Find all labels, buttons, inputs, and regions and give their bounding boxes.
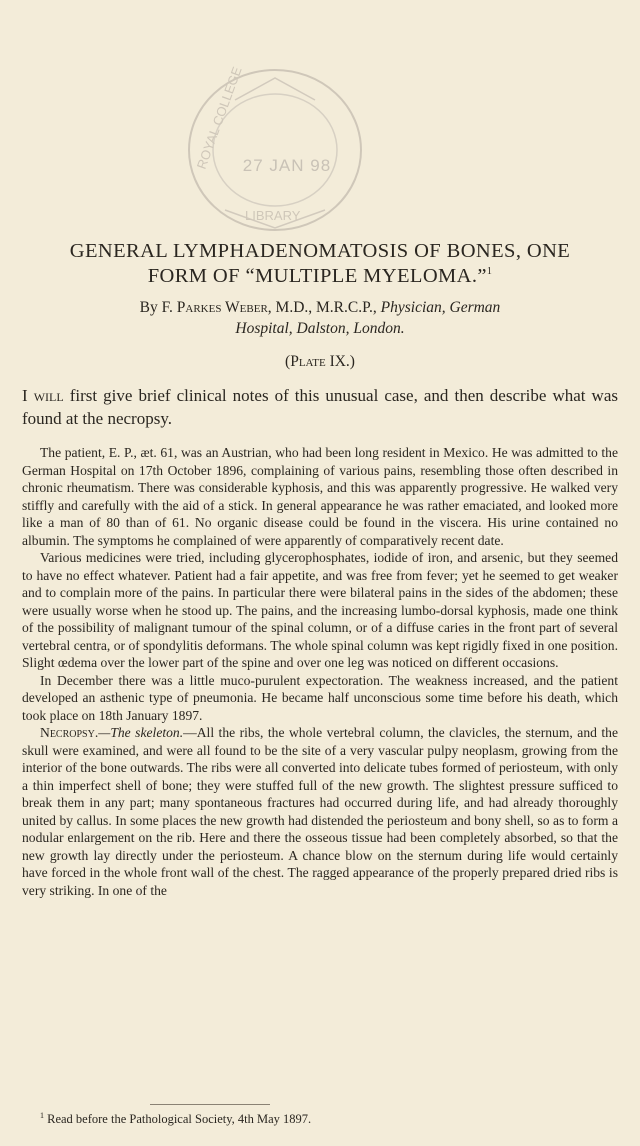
author-degrees: , M.D., M.R.C.P., [267,299,381,316]
intro-first-word: I will [22,386,64,405]
footnote-mark: 1 [40,1111,44,1120]
body-paragraph-4 [22,724,618,899]
intro-paragraph [22,384,618,430]
stamp-institution-text: ROYAL COLLEGE [193,64,245,172]
stamp-date: 27 JAN 98 [242,156,332,175]
section-head-necropsy: Necropsy. [40,725,99,740]
paragraph-3-text: In December there was a little muco-purulent expectoration. The weakness increased, and the patient developed an asthenic type of pneumonia. He became half unconscious some time before his death, which took place on 18th January 1897. [22,672,618,723]
byline-line-2 [30,318,610,339]
article-body [22,444,618,899]
author-role-line-2: Hospital, Dalston, London. [235,320,405,337]
article-title-line-1: GENERAL LYMPHADENOMATOSIS OF BONES, ONE [69,240,571,262]
plate-reference: (Plate IX.) [285,353,355,370]
author-name: Parkes Weber [176,299,268,316]
body-paragraph-1 [22,444,618,549]
stamp-lower-text: LIBRARY [245,208,301,223]
library-stamp [165,60,385,240]
byline-prefix: By F. [139,299,177,316]
title-footnote-mark: 1 [486,266,493,278]
subsection-head-skeleton: —The skeleton. [98,725,184,740]
byline [30,297,610,318]
footnote [40,1108,600,1127]
footnote-divider [150,1104,270,1105]
paragraph-4-text: —All the ribs, the whole vertebral column, the clavicles, the sternum, and the skull were examined, and were all found to be the site of a very vascular pulpy neoplasm, growing from the interior of the bone outwards. The ribs were all converted into delicate tubes formed of periosteum, with only a thin imperfect shell of bone; they were stuffed full of the new growth. The slightest pressure sufficed to break them in any part; many spontaneous fractures had occurred during life, and had already thoroughly united by callus. In some places the new growth had distended the periosteum and bony shell, so as to form a nodular enlargement on the rib. Here and there the osseous tissue had been completely absorbed, so that the new growth lay directly under the periosteum. A chance blow on the sternum during life would certainly have forced in the whole front wall of the chest. The ragged appearance of the properly prepared dried ribs is very striking. In one of the [22,725,618,898]
body-paragraph-3 [22,672,618,725]
author-role-line-1: Physician, German [380,299,501,316]
paragraph-1-text: The patient, E. P., æt. 61, was an Austrian, who had been long resident in Mexico. He was admitted to the German Hospital on 17th October 1896, complaining of various pains, resembling those often described in chronic rheumatism. There was considerable kyphosis, and this was apparently progressive. He walked very stiffly and carefully with the aid of a stick. In general appearance he was rather emaciated, and looked more like a man of 80 than of 61. No organic disease could be found in the viscera. His urine contained no albumin. The symptoms he complained of were apparently of comparatively recent date. [22,445,618,548]
intro-text: first give brief clinical notes of this unusual case, and then describe what was found at the necropsy. [22,386,618,428]
stamp-seal-icon [165,60,385,240]
article-title-line-2 [20,263,620,289]
article-title-line-2-text: FORM OF “MULTIPLE MYELOMA.” [147,265,487,287]
paragraph-2-text: Various medicines were tried, including glycerophosphates, iodide of iron, and arsenic, but they seemed to have no effect whatever. Patient had a fair appetite, and was free from fever; yet he seemed to get weaker and to complain more of the pains. In particular there were bilateral pains in the sides of the abdomen; these were usually worse when he stood up. The pains, and the increasing lumbo-dorsal kyphosis, made one think of the possibility of malignant tumour of the spinal column, or of a diffuse caries in the front part of several vertebral centra, or of spondylitis deformans. The whole spinal column was kept rigidly fixed in one position. Slight œdema over the lower part of the spine and over one leg was noticed on different occasions. [22,550,618,670]
footnote-text: Read before the Pathological Society, 4th May 1897. [44,1112,312,1127]
body-paragraph-2 [22,549,618,672]
